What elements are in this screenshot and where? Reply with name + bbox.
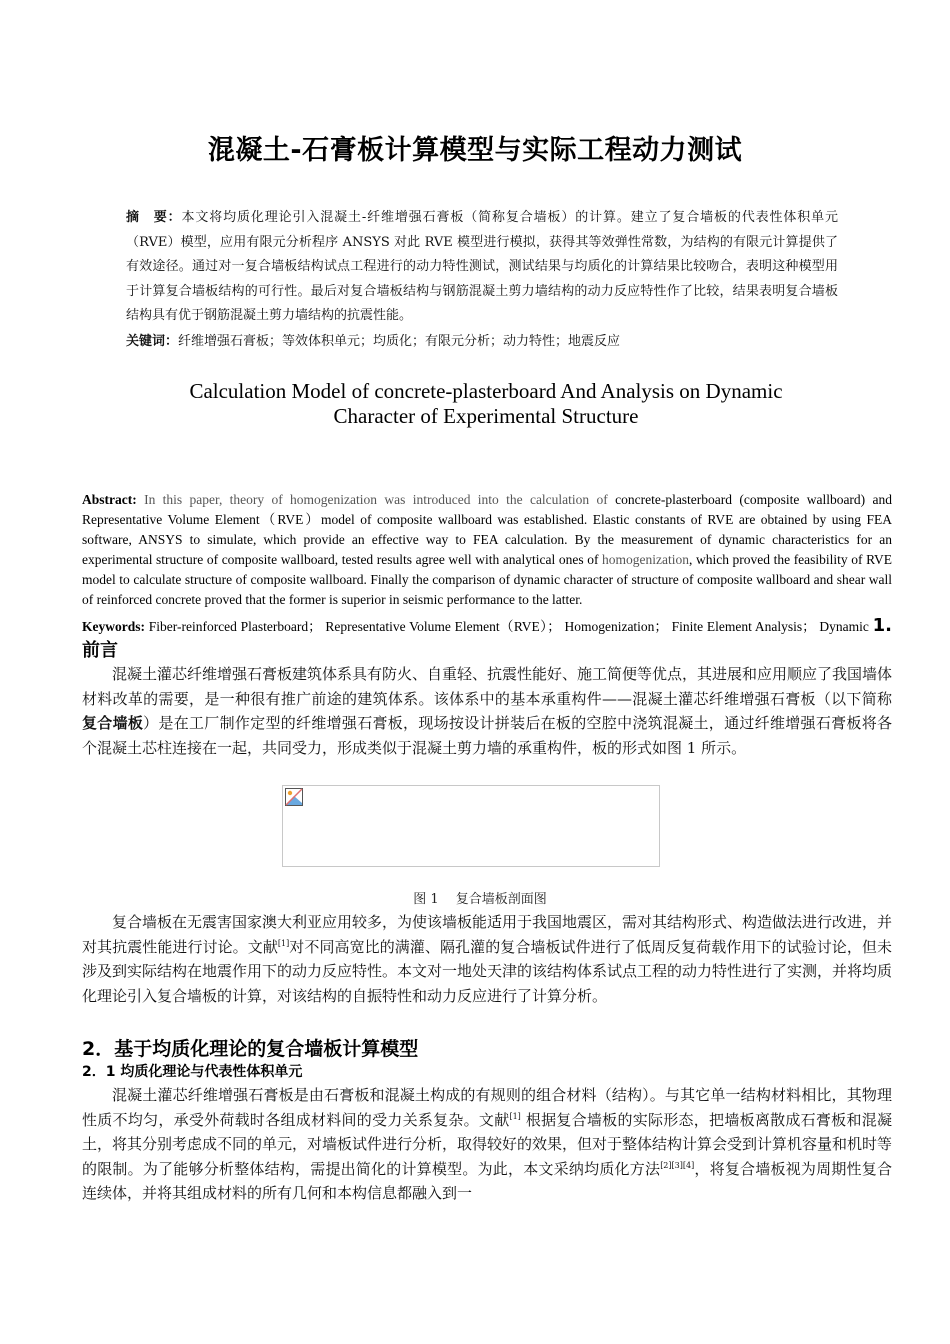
chinese-abstract — [126, 206, 838, 329]
chinese-keywords-label: 关键词： — [126, 334, 179, 349]
paragraph-text: 根据复合墙板的实际形态，把墙板离散成石膏板和混凝土，将其分别考虑成不同的单元，对墙板试件进行分析，取得较好的效果，但对于整体结构计算会受到计算机容量和机时等的限制。为了能够分析整体结构，需提出简化的计算模型。为此，本文采纳均质化方法 — [82, 1110, 893, 1178]
english-abstract-text-4: , which proved the feasibility of RVE model to calculate structure of composite wallboard. Finally the comparison of dynamic character of structure of composite wallboard and shear wall of reinforced concrete proved that the former is superior in seismic performance to the latter. — [82, 552, 893, 607]
section-2-heading: 2．基于均质化理论的复合墙板计算模型 — [82, 1038, 419, 1060]
figure-1-image-placeholder — [282, 785, 660, 867]
paragraph-text: 复合墙板在无震害国家澳大利亚应用较多，为使该墙板能适用于我国地震区，需对其结构形式、构造做法进行改进，并对其抗震性能进行讨论。文献 — [82, 913, 893, 956]
paragraph-text: 混凝土灌芯纤维增强石膏板是由石膏板和混凝土构成的有规则的组合材料（结构）。与其它单一结构材料相比，其物理性质不均匀，承受外荷载时各组成材料间的受力关系复杂。文献 — [82, 1086, 892, 1129]
chinese-keywords — [126, 331, 838, 353]
paragraph-text: ，将复合墙板视为周期性复合连续体，并将其组成材料的所有几何和本构信息都融入到一 — [82, 1159, 892, 1202]
paragraph-text: 对不同高宽比的满灌、隔孔灌的复合墙板试件进行了低周反复荷载作用下的试验讨论，但未涉及到实际结构在地震作用下的动力反应特性。本文对一地处天津的该结构体系试点工程的动力特性进行了实测，并将均质化理论引入复合墙板的计算，对该结构的自振特性和动力反应进行了计算分析。 — [82, 937, 893, 1005]
english-title-line-2: Character of Experimental Structure — [333, 404, 639, 428]
citation-ref: [2][3][4] — [660, 1160, 695, 1170]
english-keywords — [82, 614, 892, 664]
paragraph-text: ）是在工厂制作定型的纤维增强石膏板，现场按设计拼装后在板的空腔中浇筑混凝土，通过纤维增强石膏板将各个混凝土芯柱连接在一起，共同受力，形成类似于混凝土剪力墙的承重构件，板的形式如图 1 所示。 — [82, 714, 892, 757]
chinese-abstract-text: 本文将均质化理论引入混凝土-纤维增强石膏板（简称复合墙板）的计算。建立了复合墙板的代表性体积单元（RVE）模型，应用有限元分析程序 ANSYS 对此 RVE 模型进行模拟，获得其等效弹性常数，为结构的有限元计算提供了有效途径。通过对一复合墙板结构试点工程进行的动力特性测试，测试结果与均质化的计算结果比较吻合，表明这种模型用于计算复合墙板结构的可行性。最后对复合墙板结构与钢筋混凝土剪力墙结构的动力反应特性作了比较，结果表明复合墙板结构具有优于钢筋混凝土剪力墙结构的抗震性能。 — [126, 210, 838, 323]
english-keywords-label: Keywords: — [82, 619, 145, 634]
paper-title: 混凝土-石膏板计算模型与实际工程动力测试 — [207, 135, 743, 166]
english-abstract-text-3: homogenization — [602, 552, 690, 567]
english-abstract-label: Abstract: — [82, 492, 137, 507]
term-composite-wallboard: 复合墙板 — [82, 714, 144, 732]
english-abstract-text-2: concrete-plasterboard (composite wallboard) and Representative Volume Element（RVE）model of composite wallboard was established. Elastic constants of RVE are obtained by using FEA software, ANSYS to simulate, which provide an effective way to FEA calculation. By the measurement of dynamic characteristics for an experimental structure of composite wallboard, tested results agree well with analytical ones of — [82, 492, 893, 567]
english-abstract — [82, 490, 892, 610]
broken-image-icon — [285, 788, 303, 806]
english-title — [150, 379, 822, 429]
english-abstract-text-1: In this paper, theory of homogenization was introduced into the calculation of — [136, 492, 608, 507]
paragraph-text: 混凝土灌芯纤维增强石膏板建筑体系具有防火、自重轻、抗震性能好、施工简便等优点，其进展和应用顺应了我国墙体材料改革的需要，是一种很有推广前途的建筑体系。该体系中的基本承重构件——混凝土灌芯纤维增强石膏板（以下简称 — [82, 665, 893, 708]
section-1-paragraph-2 — [82, 910, 892, 1008]
citation-ref: [1] — [509, 1111, 521, 1121]
section-2-1-heading: 2．1 均质化理论与代表性体积单元 — [82, 1064, 303, 1080]
chinese-abstract-label: 摘 要： — [126, 210, 182, 225]
section-2-1-paragraph-1 — [82, 1083, 892, 1206]
chinese-keywords-text: 纤维增强石膏板；等效体积单元；均质化；有限元分析；动力特性；地震反应 — [178, 334, 621, 349]
citation-ref: [1] — [277, 938, 290, 948]
section-1-heading: 1. 前言 — [82, 615, 892, 661]
english-keywords-text: Fiber-reinforced Plasterboard； Representative Volume Element（RVE）； Homogenization； Finite Element Analysis； Dynamic — [145, 619, 873, 634]
english-title-line-1: Calculation Model of concrete-plasterboard And Analysis on Dynamic — [189, 379, 783, 403]
figure-1-caption: 图 1 复合墙板剖面图 — [413, 892, 547, 907]
section-1-paragraph-1 — [82, 662, 892, 760]
